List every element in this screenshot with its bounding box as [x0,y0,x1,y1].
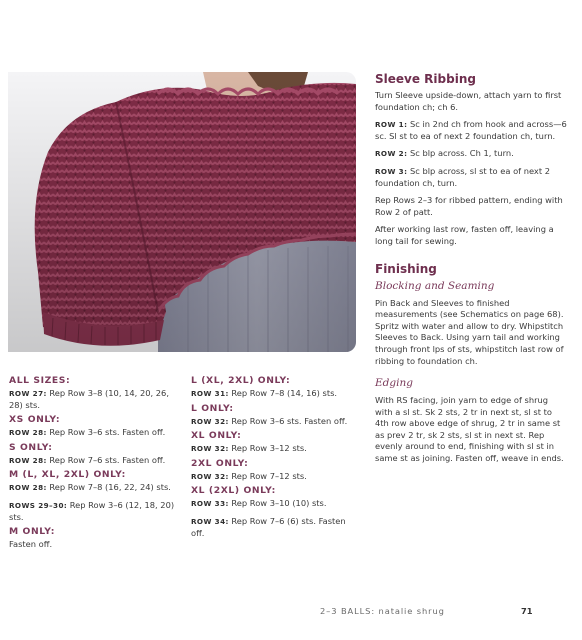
row-text: Fasten off. [9,539,53,550]
blocking-seaming-text: Pin Back and Sleeves to finished measurements (see Schematics on page 68). Spritz with water and allow to dry. Whipstitch Sleeves to Back. Using yarn tail and working through front lps of sts, whipstitch last row of ribbing to foundation ch. [375,297,564,366]
edging-heading: Edging [375,377,413,390]
instruction-row [191,443,357,455]
row-text: Rep Row 7–6 (6) sts. Fasten off. [191,515,346,538]
sleeve-ribbing-intro: Turn Sleeve upside-down, attach yarn to first foundation ch; ch 6. [375,90,562,112]
row-label: ROWS 29–30: [9,500,68,510]
row-text: Sc blp across. Ch 1, turn. [407,148,514,159]
instruction-row [9,455,181,467]
instruction-row [191,498,357,510]
fasten-off-instruction: After working last row, fasten off, leaving a long tail for sewing. [375,224,554,246]
shrug-photo [8,72,356,352]
section-l-only [191,403,357,428]
footer-title: 2–3 BALLS: natalie shrug [320,606,445,616]
row-text: Sc in 2nd ch from hook and across—6 sc. Sl st to ea of next 2 foundation ch, turn. [375,119,567,141]
instruction-row [9,500,181,523]
row-label: ROW 27: [9,389,47,398]
size-heading: L ONLY: [191,402,234,414]
row-text: Rep Row 3–6 sts. Fasten off. [46,427,166,438]
row-label: ROW 1: [375,120,408,130]
row-label: ROW 2: [375,149,408,159]
instruction-row [375,148,567,160]
row-label: ROW 32: [191,444,229,454]
row-label: ROW 34: [191,516,229,526]
right-column [375,72,567,471]
row-text: Rep Row 7–12 sts. [228,470,307,481]
row-text: Sc blp across, sl st to ea of next 2 foundation ch, turn. [375,165,551,188]
instruction-row [9,388,181,411]
repeat-instruction: Rep Rows 2–3 for ribbed pattern, ending with Row 2 of patt. [375,195,563,217]
row-text: Rep Row 3–8 (10, 14, 20, 26, 28) sts. [9,388,169,410]
row-label: ROW 32: [191,471,229,481]
instruction-row [191,388,357,400]
row-text: Rep Row 3–10 (10) sts. [228,498,327,509]
row-label: ROW 3: [375,166,408,176]
size-heading: L (XL, 2XL) ONLY: [191,375,291,386]
row-text: Rep Row 7–8 (14, 16) sts. [228,388,338,398]
row-text: Rep Row 7–8 (16, 22, 24) sts. [46,482,171,493]
left-column [9,375,181,554]
row-text: Rep Row 3–6 sts. Fasten off. [228,415,348,426]
instruction-row [191,516,357,539]
row-label: ROW 28: [9,483,47,493]
page-number: 71 [521,606,533,616]
row-label: ROW 33: [191,499,229,509]
section-xl-only [191,430,357,455]
section-m-only [9,526,181,551]
section-m-l-xl-2xl-only [9,469,181,523]
section-l-xl-2xl-only [191,375,357,400]
row-label: ROW 28: [9,455,47,465]
instruction-row [191,471,357,483]
row-label: ROW 28: [9,428,47,438]
size-heading: M ONLY: [9,526,55,538]
row-text: Rep Row 3–12 sts. [228,443,307,454]
size-heading: S ONLY: [9,441,53,453]
instruction-row [9,482,181,494]
section-s-only [9,442,181,467]
section-xs-only [9,414,181,439]
blocking-seaming-heading: Blocking and Seaming [375,279,495,292]
instruction-row [9,539,181,551]
row-text: Rep Row 7–6 sts. Fasten off. [46,454,166,465]
edging-text: With RS facing, join yarn to edge of shrug with a sl st. Sk 2 sts, 2 tr in next st, sl st to 4th row above edge of shrug, 2 tr in same st as prev 2 tr, sk 2 sts, sl st in next st. Rep evenly around to end, finishing with sl st in same st as joining. Fasten off, weave in ends. [375,395,564,464]
section-2xl-only [191,458,357,483]
row-label: ROW 31: [191,389,229,398]
middle-column [191,375,357,542]
instruction-row [191,416,357,428]
size-heading: M (L, XL, 2XL) ONLY: [9,469,126,481]
size-heading: XL ONLY: [191,430,242,442]
section-all-sizes [9,375,181,411]
size-heading: ALL SIZES: [9,375,71,386]
instruction-row [375,166,567,189]
row-label: ROW 32: [191,416,229,426]
size-heading: 2XL ONLY: [191,457,249,469]
sleeve-ribbing-heading: Sleeve Ribbing [375,72,476,86]
instruction-row [9,427,181,439]
finishing-heading: Finishing [375,261,437,276]
instruction-row [375,119,567,142]
size-heading: XL (2XL) ONLY: [191,485,276,497]
section-xl-2xl-only [191,485,357,539]
row-text: Rep Row 3–6 (12, 18, 20) sts. [9,499,175,522]
size-heading: XS ONLY: [9,414,61,426]
